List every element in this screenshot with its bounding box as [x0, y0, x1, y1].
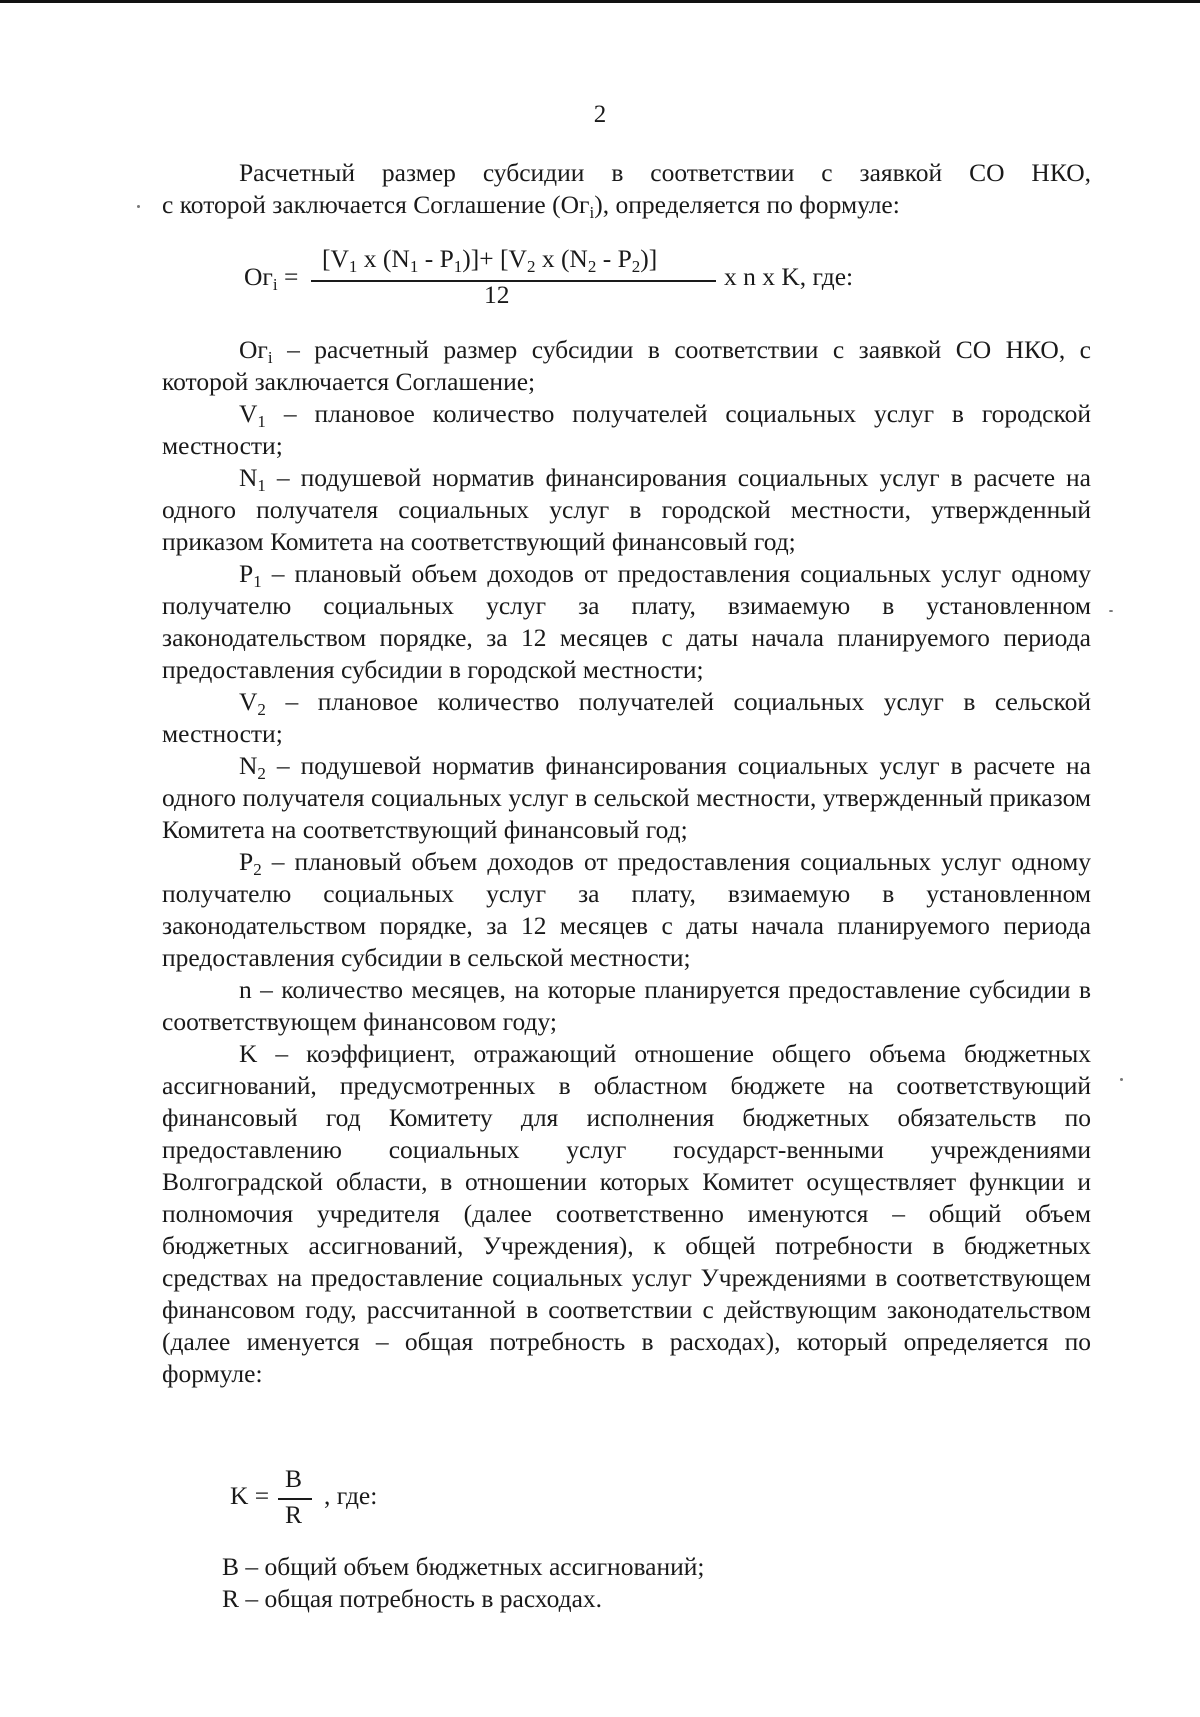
- intro-paragraph: [162, 157, 1091, 221]
- scan-edge: [0, 0, 1200, 3]
- definition-subscript: 1: [253, 572, 262, 591]
- definition-item: [162, 686, 1091, 750]
- formula2-rhs: , где:: [324, 1481, 378, 1510]
- definition-text: – количество месяцев, на которые планируется предоставление субсидии в соответствующем финансовом году;: [162, 975, 1091, 1036]
- coefficient-formula: [230, 1464, 530, 1534]
- definition-item: [162, 334, 1091, 398]
- definition-text: – плановый объем доходов от предоставления социальных услуг одному получателю социальных услуг за плату, взимаемую в установленном законодательством порядке, за 12 месяцев с даты начала планируемого периода предоставления субсидии в городской местности;: [162, 559, 1091, 684]
- page-number: 2: [593, 101, 607, 128]
- definition-r: R – общая потребность в расходах.: [222, 1584, 603, 1613]
- scan-speck: [1120, 1078, 1123, 1081]
- definition-symbol: K: [239, 1039, 258, 1068]
- formula-numerator: [$V_1$ x $(N_1 - P_1)]+ [V_2$ x $(N_2 - P_2)$]: [322, 244, 658, 276]
- intro-line-1: Расчетный размер субсидии в соответствии с заявкой СО НКО,: [239, 158, 1091, 187]
- formula2-denominator: R: [285, 1500, 303, 1529]
- definition-symbol: n: [239, 975, 252, 1004]
- definition-subscript: 1: [257, 476, 266, 495]
- definition-b: B – общий объем бюджетных ассигнований;: [222, 1552, 705, 1581]
- definition-subscript: i: [267, 348, 273, 367]
- definition-text: – коэффициент, отражающий отношение общего объема бюджетных ассигнований, предусмотренных в областном бюджете на соответствующий финансовый год Комитету для исполнения бюджетных обязательств по предоставлению социальных услуг государст-венными учреждениями Волгоградской области, в отношении которых Комитет осуществляет функции и полномочия учредителя (далее соответственно именуются – общий объем бюджетных ассигнований, Учреждения), к общей потребности в бюджетных средствах на предоставление социальных услуг Учреждениями в соответствующем финансовом году, рассчитанной в соответствии с действующим законодательством (далее именуется – общая потребность в расходах), который определяется по формуле:: [162, 1039, 1091, 1388]
- definition-item: [162, 462, 1091, 558]
- definition-subscript: 1: [257, 412, 266, 431]
- definition-symbol: V: [239, 687, 258, 716]
- definition-subscript: 2: [257, 700, 266, 719]
- definition-symbol: N: [239, 751, 258, 780]
- definition-text: – плановый объем доходов от предоставления социальных услуг одному получателю социальных услуг за плату, взимаемую в установленном законодательством порядке, за 12 месяцев с даты начала планируемого периода предоставления субсидии в сельской местности;: [162, 847, 1091, 972]
- definition-symbol: Ог: [239, 335, 268, 364]
- definition-text: – подушевой норматив финансирования социальных услуг в расчете на одного получателя социальных услуг в городской местности, утвержденный приказом Комитета на соответствующий финансовый год;: [162, 463, 1091, 556]
- definition-text: – подушевой норматив финансирования социальных услуг в расчете на одного получателя социальных услуг в сельской местности, утвержденный приказом Комитета на соответствующий финансовый год;: [162, 751, 1091, 844]
- definition-item: [162, 750, 1091, 846]
- definition-text: – плановое количество получателей социальных услуг в сельской местности;: [162, 687, 1091, 748]
- definition-item: [162, 846, 1091, 974]
- formula2-lhs: K =: [230, 1481, 270, 1510]
- scan-speck: [137, 205, 140, 208]
- formula2-numerator: B: [285, 1464, 303, 1493]
- formula-denominator: 12: [484, 280, 510, 309]
- definition-item: [162, 974, 1091, 1038]
- definitions-list: [162, 334, 1091, 1390]
- definition-subscript: 2: [257, 764, 266, 783]
- definition-symbol: N: [239, 463, 258, 492]
- formula-rhs: x n x K, где:: [724, 262, 854, 291]
- formula2-definitions: [222, 1551, 1022, 1615]
- definition-text: – плановое количество получателей социальных услуг в городской местности;: [162, 399, 1091, 460]
- definition-subscript: 2: [253, 860, 262, 879]
- definition-item: [162, 398, 1091, 462]
- intro-line-2: с которой заключается Соглашение $(Ог_i)$, определяется по формуле:: [162, 190, 900, 222]
- definition-symbol: V: [239, 399, 258, 428]
- definition-symbol: P: [239, 847, 254, 876]
- subsidy-formula: [244, 244, 944, 316]
- scan-speck: [1109, 610, 1113, 612]
- fraction-bar: [311, 280, 716, 282]
- definition-text: – расчетный размер субсидии в соответствии с заявкой СО НКО, с которой заключается Соглашение;: [162, 335, 1091, 396]
- definition-item: [162, 558, 1091, 686]
- formula-lhs: $Ог_i$ =: [244, 262, 299, 294]
- definition-item: [162, 1038, 1091, 1390]
- definition-symbol: P: [239, 559, 254, 588]
